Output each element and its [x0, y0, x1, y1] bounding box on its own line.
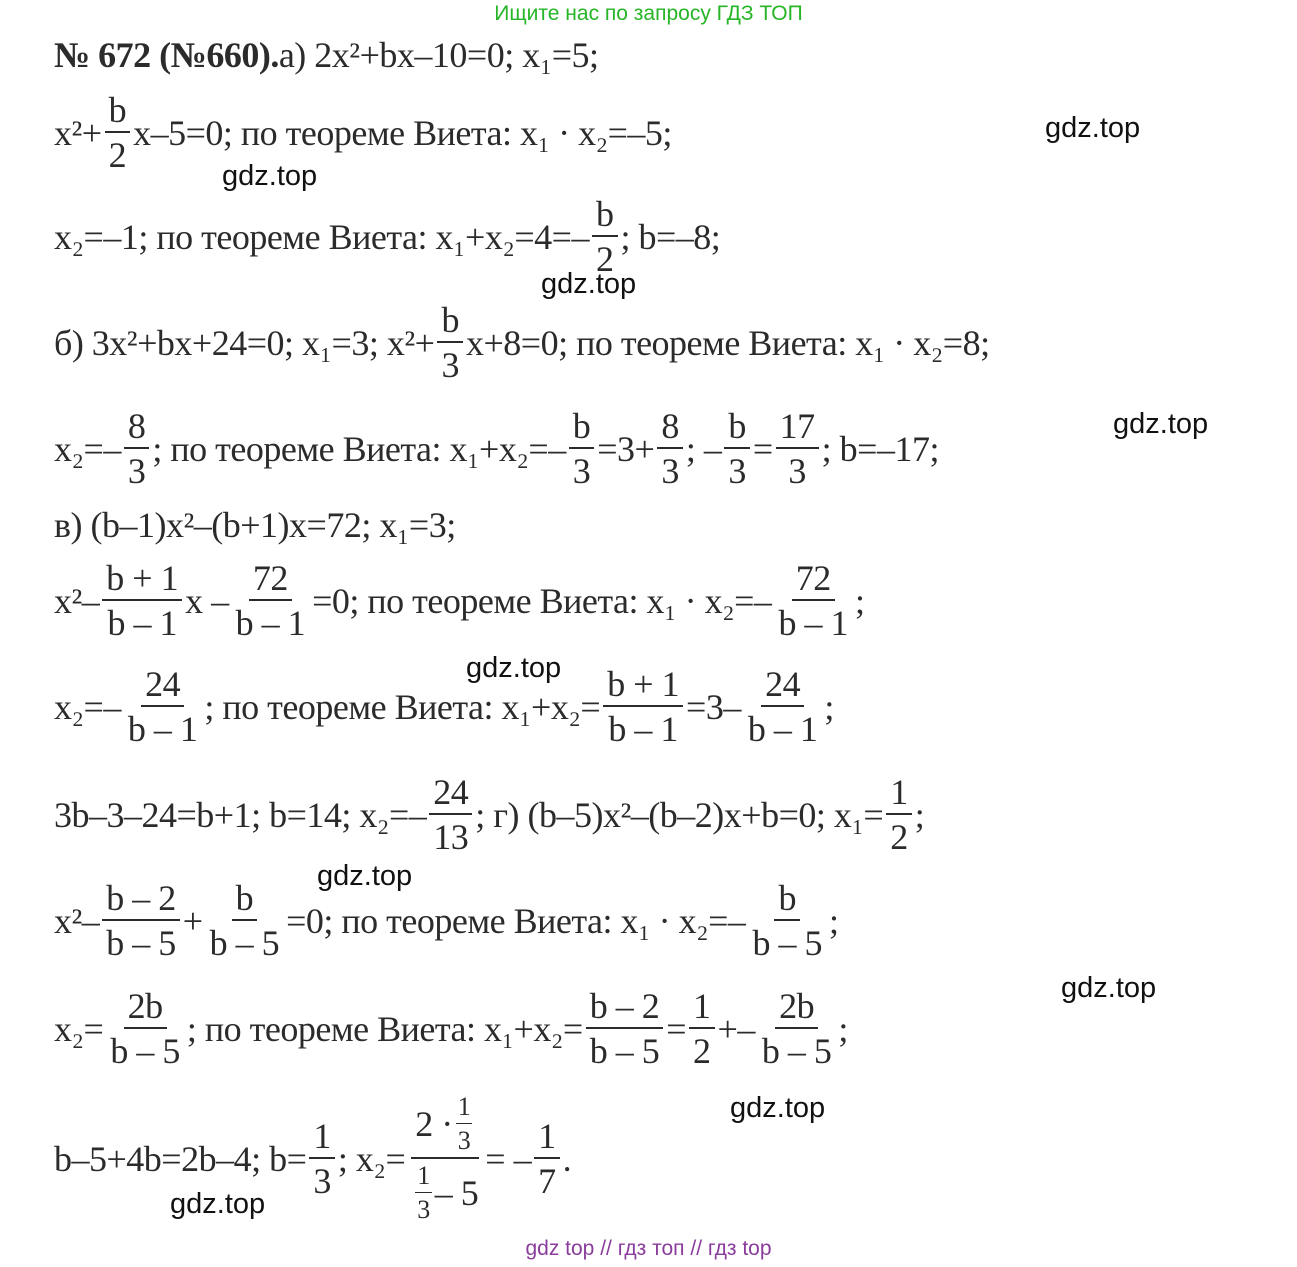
- fraction: [206, 880, 284, 961]
- fraction-denominator: 3: [728, 451, 746, 491]
- fraction-denominator: b – 5: [209, 923, 280, 963]
- fraction: [603, 666, 683, 747]
- equation-text: ; x₂=: [337, 1138, 406, 1179]
- equation-text: 3b–3–24=b+1; b=14; x₂=–: [54, 794, 427, 835]
- watermark: gdz.top: [1045, 112, 1141, 144]
- fraction-numerator: [411, 1094, 479, 1159]
- solution-line-5: [54, 408, 939, 489]
- fraction-numerator: 17: [776, 408, 819, 449]
- solution-line-1: [54, 34, 599, 76]
- fraction: [592, 196, 618, 277]
- fraction-numerator: 72: [249, 560, 292, 601]
- solution-line-11: [54, 988, 848, 1069]
- fraction-denominator: 3: [661, 451, 679, 491]
- fraction: [102, 560, 182, 641]
- equation-text: ; по теореме Виета: x₁+x₂=: [186, 1008, 583, 1049]
- solution-line-4: [54, 302, 990, 383]
- fraction-denominator: 2: [596, 239, 614, 279]
- equation-text: =0; по теореме Виета: x₁ · x₂=–: [312, 580, 772, 621]
- fraction: [586, 988, 664, 1069]
- equation-text: +–: [717, 1008, 755, 1049]
- fraction-denominator: b – 1: [107, 603, 177, 643]
- fraction-numerator: b – 2: [102, 880, 180, 921]
- watermark: gdz.top: [730, 1092, 826, 1124]
- watermark: gdz.top: [170, 1188, 266, 1220]
- fraction-denominator: 3: [313, 1161, 331, 1201]
- fraction-denominator: b – 5: [752, 923, 822, 963]
- equation-text: x₂=: [54, 1008, 104, 1049]
- equation-text: ; по теореме Виета: x₁+x₂=–: [152, 428, 566, 469]
- fraction-numerator: b + 1: [102, 560, 182, 601]
- equation-text: x²–: [54, 900, 100, 941]
- solution-line-2: [54, 92, 672, 173]
- watermark: gdz.top: [222, 160, 318, 192]
- equation-text: = –: [485, 1138, 532, 1179]
- denominator-text: – 5: [434, 1173, 479, 1213]
- equation-text: в) (b–1)x²–(b+1)x=72; x₁=3;: [54, 505, 456, 545]
- fraction-denominator: 3: [788, 451, 806, 491]
- fraction: [102, 880, 180, 961]
- fraction: [124, 666, 202, 747]
- fraction-denominator: b – 5: [106, 923, 176, 963]
- fraction-numerator: 24: [141, 666, 184, 707]
- fraction-numerator: 24: [761, 666, 804, 707]
- fraction-denominator: 3: [572, 451, 591, 491]
- solution-scan: [0, 30, 1297, 1230]
- solution-line-7: [54, 560, 864, 641]
- equation-text: +: [182, 900, 203, 941]
- equation-text: x²–: [54, 580, 100, 621]
- fraction-denominator: 3: [127, 451, 146, 491]
- numerator-text: 2 ·: [415, 1104, 453, 1144]
- solution-line-9: [54, 774, 924, 855]
- fraction: [657, 408, 683, 489]
- solution-line-3: [54, 196, 720, 277]
- fraction-numerator: 1: [309, 1118, 335, 1159]
- equation-text: ;: [828, 900, 839, 941]
- fraction-numerator: b: [774, 880, 800, 921]
- search-hint-banner: Ищите нас по запросу ГДЗ ТОП: [494, 2, 803, 25]
- equation-text: x₂=–: [54, 686, 121, 727]
- compound-fraction: [408, 1094, 482, 1223]
- equation-text: б) 3x²+bx+24=0; x₁=3; x²+: [54, 322, 435, 363]
- fraction-numerator: 1: [689, 988, 715, 1029]
- fraction-numerator: b: [569, 408, 595, 449]
- fraction-numerator: 8: [657, 408, 683, 449]
- fraction-denominator: 3: [417, 1195, 430, 1224]
- fraction-numerator: b: [437, 302, 463, 343]
- fraction: [776, 408, 819, 489]
- equation-text: x²+: [54, 112, 102, 153]
- equation-text: а) 2x²+bx–10=0; x₁=5;: [278, 35, 599, 75]
- fraction-denominator: b – 1: [747, 709, 818, 749]
- fraction-denominator: b – 5: [110, 1031, 180, 1071]
- equation-text: ; b=–8;: [620, 216, 721, 257]
- fraction: [774, 560, 852, 641]
- fraction-numerator: b: [592, 196, 618, 237]
- fraction-numerator: 24: [429, 774, 472, 815]
- fraction: [569, 408, 595, 489]
- fraction: [437, 302, 463, 383]
- fraction-denominator: 7: [538, 1161, 556, 1201]
- fraction-denominator: [408, 1159, 482, 1223]
- fraction-numerator: b: [232, 880, 258, 921]
- solution-line-6: [54, 504, 456, 546]
- fraction-numerator: 1: [415, 1163, 432, 1193]
- problem-number: № 672 (№660).: [54, 35, 279, 75]
- fraction-denominator: b – 1: [608, 709, 678, 749]
- equation-text: x–5=0; по теореме Виета: x₁ · x₂=–5;: [133, 112, 672, 153]
- solution-line-10: [54, 880, 838, 961]
- fraction-denominator: b – 1: [127, 709, 198, 749]
- fraction: [748, 880, 826, 961]
- fraction: [106, 988, 184, 1069]
- fraction-numerator: 1: [534, 1118, 560, 1159]
- fraction-denominator: 2: [890, 817, 908, 857]
- fraction: [689, 988, 715, 1069]
- fraction: [429, 774, 472, 855]
- inner-fraction: [415, 1163, 432, 1223]
- fraction: [534, 1118, 560, 1199]
- fraction-numerator: b: [105, 92, 131, 133]
- fraction: [124, 408, 150, 489]
- fraction-denominator: 2: [693, 1031, 711, 1071]
- equation-text: .: [562, 1138, 572, 1179]
- watermark: gdz.top: [1061, 972, 1157, 1004]
- fraction-denominator: b – 5: [589, 1031, 660, 1071]
- equation-text: ; b=–17;: [821, 428, 939, 469]
- equation-text: x+8=0; по теореме Виета: x₁ · x₂=8;: [465, 322, 990, 363]
- equation-text: ; по теореме Виета: x₁+x₂=: [204, 686, 601, 727]
- equation-text: ;: [838, 1008, 848, 1049]
- fraction-denominator: 3: [457, 1126, 471, 1155]
- equation-text: b–5+4b=2b–4; b=: [54, 1138, 307, 1179]
- fraction: [758, 988, 836, 1069]
- fraction-numerator: 8: [124, 408, 150, 449]
- fraction-numerator: b: [724, 408, 750, 449]
- fraction: [744, 666, 822, 747]
- fraction-numerator: 2b: [775, 988, 818, 1029]
- fraction-numerator: b – 2: [586, 988, 664, 1029]
- inner-fraction: [456, 1094, 473, 1154]
- equation-text: x₂=–: [54, 428, 121, 469]
- equation-text: ; –: [685, 428, 722, 469]
- fraction-numerator: b + 1: [603, 666, 683, 707]
- footer-banner: gdz top // гдз топ // гдз top: [525, 1237, 772, 1260]
- fraction-denominator: 13: [433, 817, 469, 857]
- equation-text: ; г) (b–5)x²–(b–2)x+b=0; x₁=: [475, 794, 884, 835]
- fraction-numerator: 2b: [124, 988, 167, 1029]
- watermark: gdz.top: [466, 652, 562, 684]
- equation-text: =3–: [686, 686, 741, 727]
- fraction-numerator: 72: [792, 560, 835, 601]
- fraction-denominator: 2: [108, 135, 127, 175]
- equation-text: x₂=–1; по теореме Виета: x₁+x₂=4=–: [54, 216, 589, 257]
- watermark: gdz.top: [1113, 408, 1209, 440]
- equation-text: =3+: [597, 428, 655, 469]
- fraction: [309, 1118, 335, 1199]
- equation-text: =: [752, 428, 773, 469]
- equation-text: ;: [914, 794, 925, 835]
- equation-text: =0; по теореме Виета: x₁ · x₂=–: [286, 900, 746, 941]
- fraction-numerator: 1: [456, 1094, 473, 1124]
- fraction-denominator: b – 1: [778, 603, 848, 643]
- equation-text: ;: [824, 686, 834, 727]
- watermark: gdz.top: [317, 860, 413, 892]
- fraction-denominator: 3: [441, 345, 459, 385]
- solution-line-8: [54, 666, 834, 747]
- fraction: [105, 92, 131, 173]
- equation-text: x –: [185, 580, 229, 621]
- equation-text: =: [666, 1008, 687, 1049]
- fraction: [724, 408, 750, 489]
- equation-text: ;: [854, 580, 865, 621]
- solution-line-12: [54, 1094, 571, 1223]
- fraction-denominator: b – 5: [761, 1031, 832, 1071]
- watermark: gdz.top: [541, 268, 637, 300]
- fraction: [886, 774, 912, 855]
- fraction: [232, 560, 310, 641]
- fraction-numerator: 1: [886, 774, 912, 815]
- fraction-denominator: b – 1: [235, 603, 306, 643]
